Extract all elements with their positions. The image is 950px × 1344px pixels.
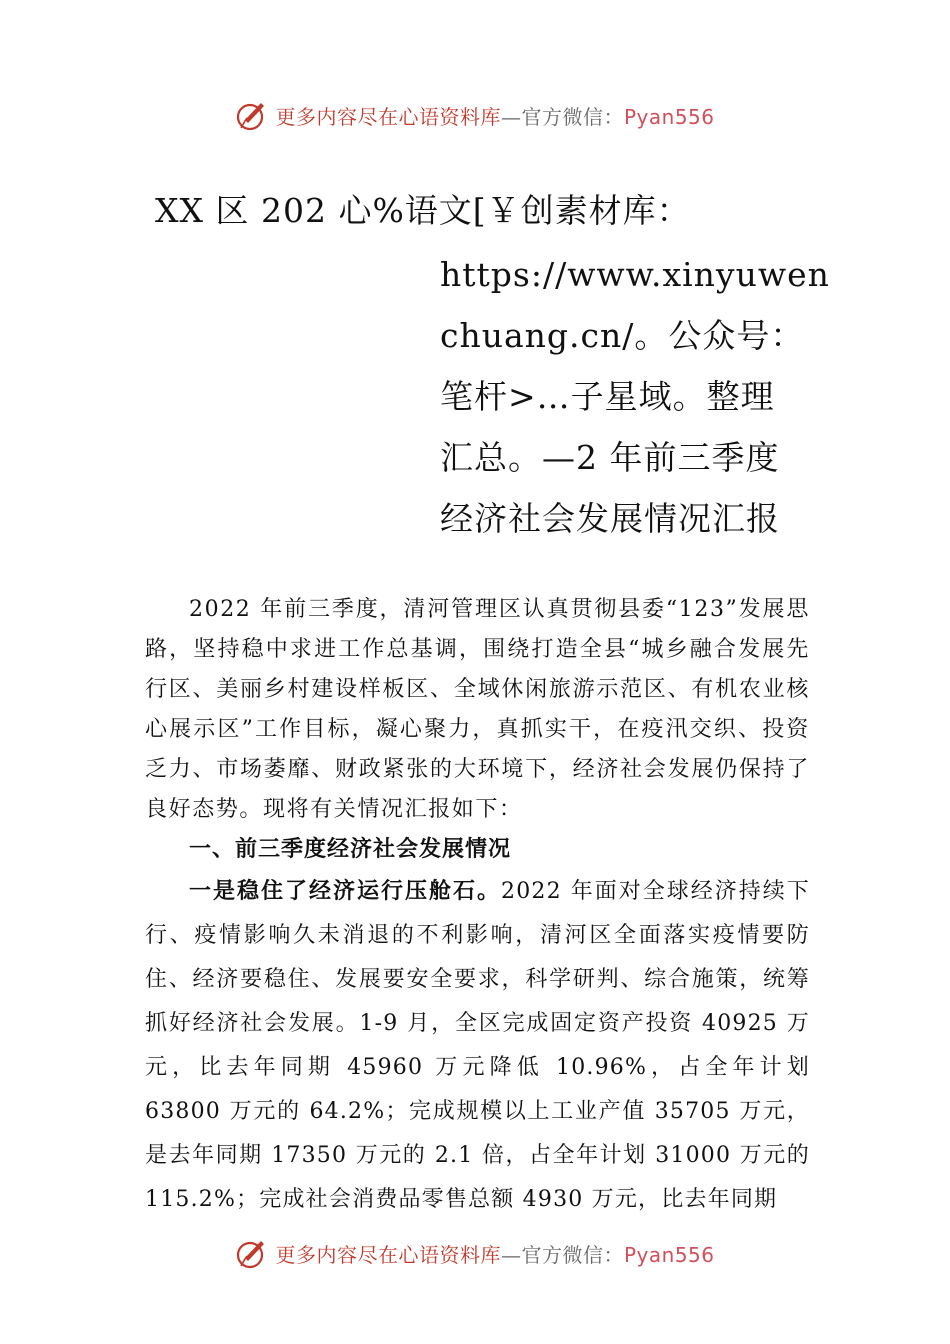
quill-pen-logo-icon [235,98,269,132]
paragraph-text: 2022 年面对全球经济持续下行、疫情影响久未消退的不利影响，清河区全面落实疫情要防住、经济要稳住、发展要安全要求，科学研判、综合施策，统筹抓好经济社会发展。1-9 月，全区完成固定资产投资 40925 万元，比去年同期 45960 万元降低 10.96%，占全年计划 63800 万元的 64.2%；完成规模以上工业产值 35705 万元，是去年同期 17350 万元的 2.1 倍，占全年计划 31000 万元的 115.2%；完成社会消费品零售总额 4930 万元，比去年同期 [145,879,811,1212]
economy-paragraph [145,870,810,1222]
document-body [145,590,810,1222]
header-banner [0,95,950,135]
banner-text [275,101,714,130]
quill-pen-logo-icon [235,1236,269,1270]
title-line: 笔杆>…子星域。整理 [440,377,775,416]
banner-text [275,1239,714,1268]
document-title-first-line: XX 区 202 心%语文[￥创素材库： [155,191,691,230]
title-line: 汇总。—2 年前三季度 [440,438,780,477]
paragraph-lead-bold: 一是稳住了经济运行压舱石。 [189,879,502,904]
section-heading: 一、前三季度经济社会发展情况 [189,837,512,862]
banner-wechat-label: —官方微信： [500,104,624,129]
banner-wechat-id: Pyan556 [623,104,715,129]
title-line: chuang.cn/。公众号： [440,316,805,355]
banner-wechat-id: Pyan556 [623,1242,715,1267]
banner-library-text: 更多内容尽在心语资料库 [275,1242,501,1267]
banner-library-text: 更多内容尽在心语资料库 [275,104,501,129]
title-line: 经济社会发展情况汇报 [440,499,780,538]
title-line: https://www.xinyuwen [440,255,830,294]
footer-banner [0,1233,950,1273]
intro-paragraph: 2022 年前三季度，清河管理区认真贯彻县委“123”发展思路，坚持稳中求进工作总基调，围绕打造全县“城乡融合发展先行区、美丽乡村建设样板区、全域休闲旅游示范区、有机农业核心展示区”工作目标，凝心聚力，真抓实干，在疫汛交织、投资乏力、市场萎靡、财政紧张的大环境下，经济社会发展仍保持了良好态势。现将有关情况汇报如下： [145,597,810,822]
banner-wechat-label: —官方微信： [500,1242,624,1267]
document-title-block [440,244,830,549]
